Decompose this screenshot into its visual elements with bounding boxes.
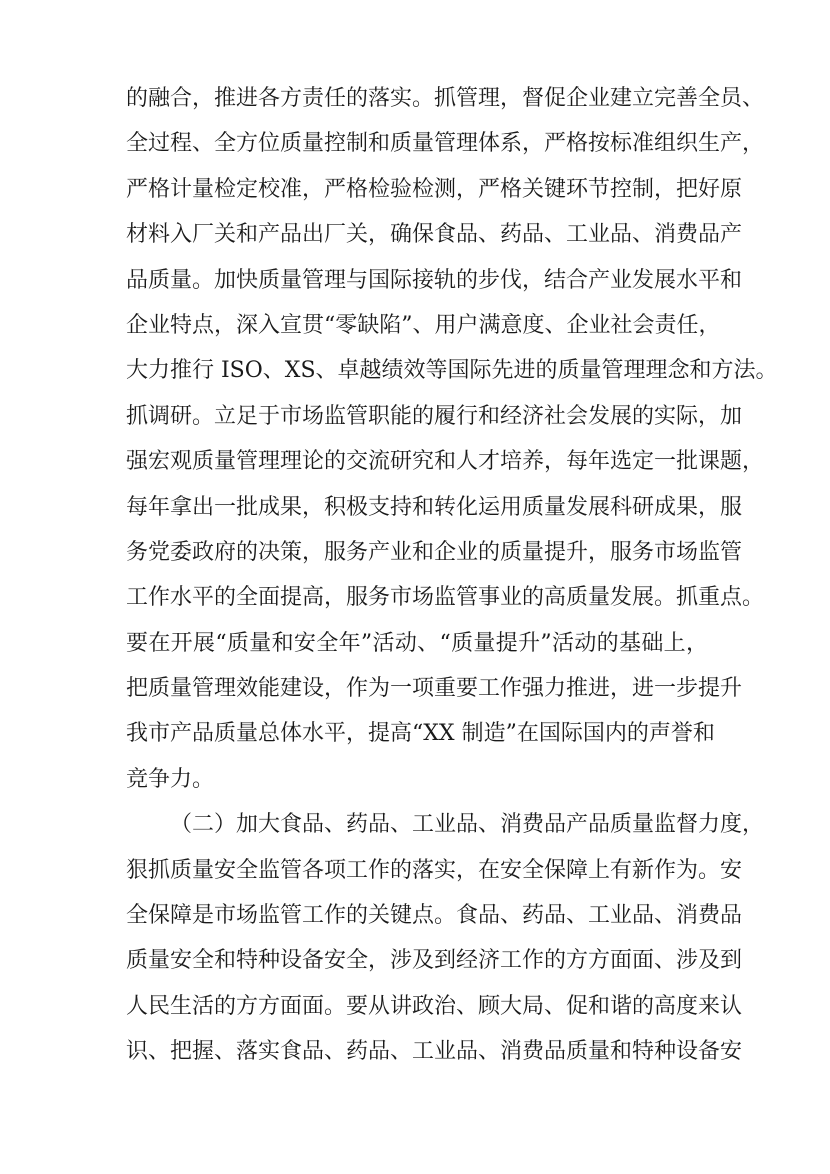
text-line: 工作水平的全面提高，服务市场监管事业的高质量发展。抓重点。 [126,585,765,611]
text-line: 狠抓质量安全监管各项工作的落实，在安全保障上有新作为。安 [126,857,743,883]
paragraph [126,802,765,1074]
text-line: 的融合，推进各方责任的落实。抓管理，督促企业建立完善全员、 [126,86,765,111]
text-line: 材料入厂关和产品出厂关，确保食品、药品、工业品、消费品产 [126,222,743,248]
text-line: 每年拿出一批成果，积极支持和转化运用质量发展科研成果，服 [126,494,743,520]
text-line: 识、把握、落实食品、药品、工业品、消费品质量和特种设备安 [126,1039,743,1065]
text-line: 要在开展“质量和安全年”活动、“质量提升”活动的基础上， [126,630,708,656]
text-line: 竞争力。 [126,766,215,792]
text-line: 质量安全和特种设备安全，涉及到经济工作的方方面面、涉及到 [126,948,743,974]
text-line: 大力推行 ISO、XS、卓越绩效等国际先进的质量管理理念和方法。 [126,358,778,384]
text-line: 把质量管理效能建设，作为一项重要工作强力推进，进一步提升 [126,676,743,702]
document-body [126,76,778,1075]
text-line: 全过程、全方位质量控制和质量管理体系，严格按标准组织生产， [126,131,765,157]
text-line: 强宏观质量管理理论的交流研究和人才培养，每年选定一批课题， [126,449,765,475]
text-line: 我市产品质量总体水平，提高“XX 制造”在国际国内的声誉和 [126,721,715,747]
text-line: 品质量。加快质量管理与国际接轨的步伐，结合产业发展水平和 [126,267,743,293]
text-line: 人民生活的方方面面。要从讲政治、顾大局、促和谐的高度来认 [126,993,743,1019]
text-line: （二）加大食品、药品、工业品、消费品产品质量监督力度， [170,812,765,838]
text-line: 抓调研。立足于市场监管职能的履行和经济社会发展的实际，加 [126,403,743,429]
text-line: 严格计量检定校准，严格检验检测，严格关键环节控制，把好原 [126,176,743,202]
text-line: 全保障是市场监管工作的关键点。食品、药品、工业品、消费品 [126,903,743,929]
paragraph [126,76,778,802]
text-line: 企业特点，深入宣贯“零缺陷”、用户满意度、企业社会责任， [126,312,721,338]
text-line: 务党委政府的决策，服务产业和企业的质量提升，服务市场监管 [126,539,743,565]
